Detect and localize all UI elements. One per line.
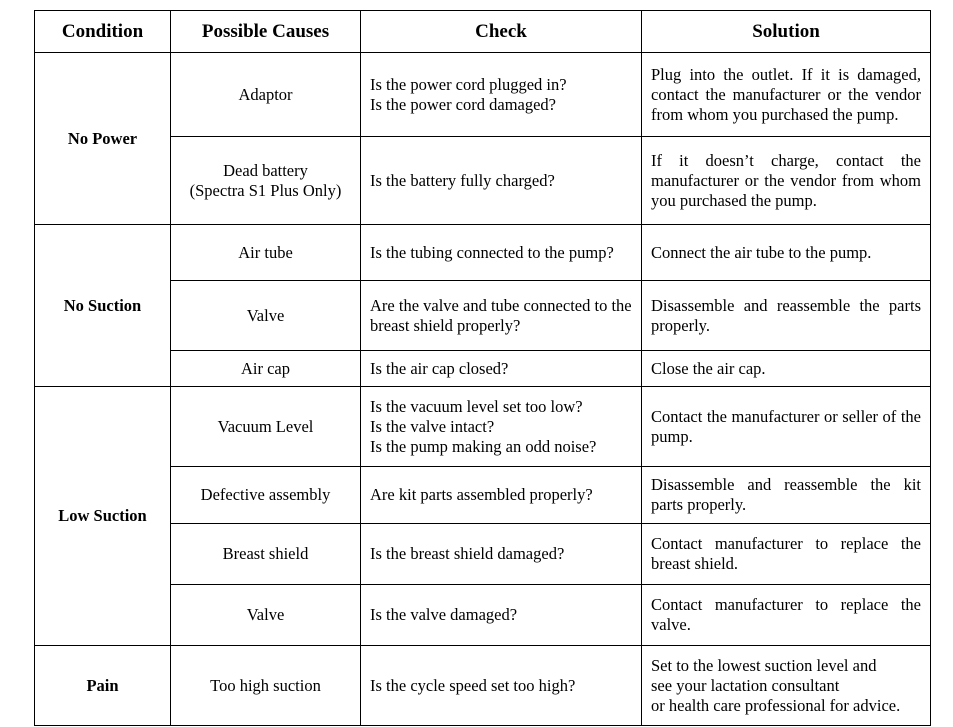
solution-text: Set to the lowest suction level and bbox=[651, 655, 877, 675]
table-row bbox=[35, 53, 931, 137]
header-possible-causes: Possible Causes bbox=[171, 11, 361, 53]
solution-cell: Contact manufacturer to replace the valve. bbox=[642, 585, 931, 646]
check-text: Is the valve damaged? bbox=[370, 605, 518, 624]
check-text: Are kit parts assembled properly? bbox=[370, 485, 593, 504]
cause-text: Valve bbox=[246, 305, 285, 325]
header-condition: Condition bbox=[35, 11, 171, 53]
solution-text: or health care professional for advice. bbox=[651, 695, 901, 715]
cause-text: Air tube bbox=[238, 242, 293, 262]
check-text: Is the valve intact? bbox=[370, 416, 495, 436]
cause-cell bbox=[171, 225, 361, 281]
check-text: Is the vacuum level set too low? bbox=[370, 396, 583, 416]
cause-cell bbox=[171, 585, 361, 646]
check-cell bbox=[361, 646, 642, 726]
solution-cell: Disassemble and reassemble the kit parts properly. bbox=[642, 467, 931, 524]
condition-no-power: No Power bbox=[35, 53, 171, 225]
check-text: Are the valve and tube connected to the breast shield properly? bbox=[370, 295, 632, 335]
header-row bbox=[35, 11, 931, 53]
check-text: Is the air cap closed? bbox=[370, 358, 509, 378]
check-cell bbox=[361, 53, 642, 137]
cause-cell bbox=[171, 646, 361, 726]
cause-cell bbox=[171, 467, 361, 524]
cause-text: Adaptor bbox=[238, 84, 293, 104]
check-cell bbox=[361, 387, 642, 467]
solution-cell: If it doesn’t charge, contact the manufacturer or the vendor from whom you purchased the pump. bbox=[642, 137, 931, 225]
check-cell bbox=[361, 281, 642, 351]
check-text: Is the tubing connected to the pump? bbox=[370, 242, 614, 262]
check-cell bbox=[361, 351, 642, 387]
check-text: Is the pump making an odd noise? bbox=[370, 436, 597, 456]
table-row bbox=[35, 225, 931, 281]
cause-cell bbox=[171, 351, 361, 387]
cause-cell bbox=[171, 524, 361, 585]
solution-text: see your lactation consultant bbox=[651, 675, 840, 695]
header-check: Check bbox=[361, 11, 642, 53]
condition-pain: Pain bbox=[35, 646, 171, 726]
troubleshooting-table bbox=[34, 10, 931, 726]
cause-text: Valve bbox=[246, 605, 285, 624]
condition-no-suction: No Suction bbox=[35, 225, 171, 387]
table-row bbox=[35, 387, 931, 467]
check-cell bbox=[361, 225, 642, 281]
check-text: Is the breast shield damaged? bbox=[370, 544, 565, 563]
cause-text: (Spectra S1 Plus Only) bbox=[189, 180, 342, 200]
cause-cell bbox=[171, 387, 361, 467]
solution-cell: Contact manufacturer to replace the breast shield. bbox=[642, 524, 931, 585]
table-row bbox=[35, 646, 931, 726]
solution-cell: Contact the manufacturer or seller of the pump. bbox=[642, 387, 931, 467]
cause-text: Vacuum Level bbox=[217, 416, 314, 436]
check-text: Is the cycle speed set too high? bbox=[370, 675, 576, 695]
check-cell bbox=[361, 524, 642, 585]
check-cell bbox=[361, 137, 642, 225]
condition-low-suction: Low Suction bbox=[35, 387, 171, 646]
check-cell bbox=[361, 467, 642, 524]
check-text: Is the power cord plugged in? bbox=[370, 74, 567, 94]
cause-text: Dead battery bbox=[223, 160, 308, 180]
cause-text: Breast shield bbox=[222, 544, 309, 563]
cause-cell bbox=[171, 281, 361, 351]
solution-cell: Disassemble and reassemble the parts properly. bbox=[642, 281, 931, 351]
solution-cell: Plug into the outlet. If it is damaged, contact the manufacturer or the vendor from whom you purchased the pump. bbox=[642, 53, 931, 137]
solution-cell: Connect the air tube to the pump. bbox=[642, 225, 931, 281]
check-cell bbox=[361, 585, 642, 646]
cause-text: Defective assembly bbox=[200, 485, 331, 504]
cause-cell bbox=[171, 53, 361, 137]
solution-cell bbox=[642, 646, 931, 726]
solution-cell: Close the air cap. bbox=[642, 351, 931, 387]
header-solution: Solution bbox=[642, 11, 931, 53]
check-text: Is the power cord damaged? bbox=[370, 94, 557, 114]
cause-cell bbox=[171, 137, 361, 225]
check-text: Is the battery fully charged? bbox=[370, 170, 555, 190]
cause-text: Too high suction bbox=[210, 675, 321, 695]
cause-text: Air cap bbox=[240, 358, 291, 378]
